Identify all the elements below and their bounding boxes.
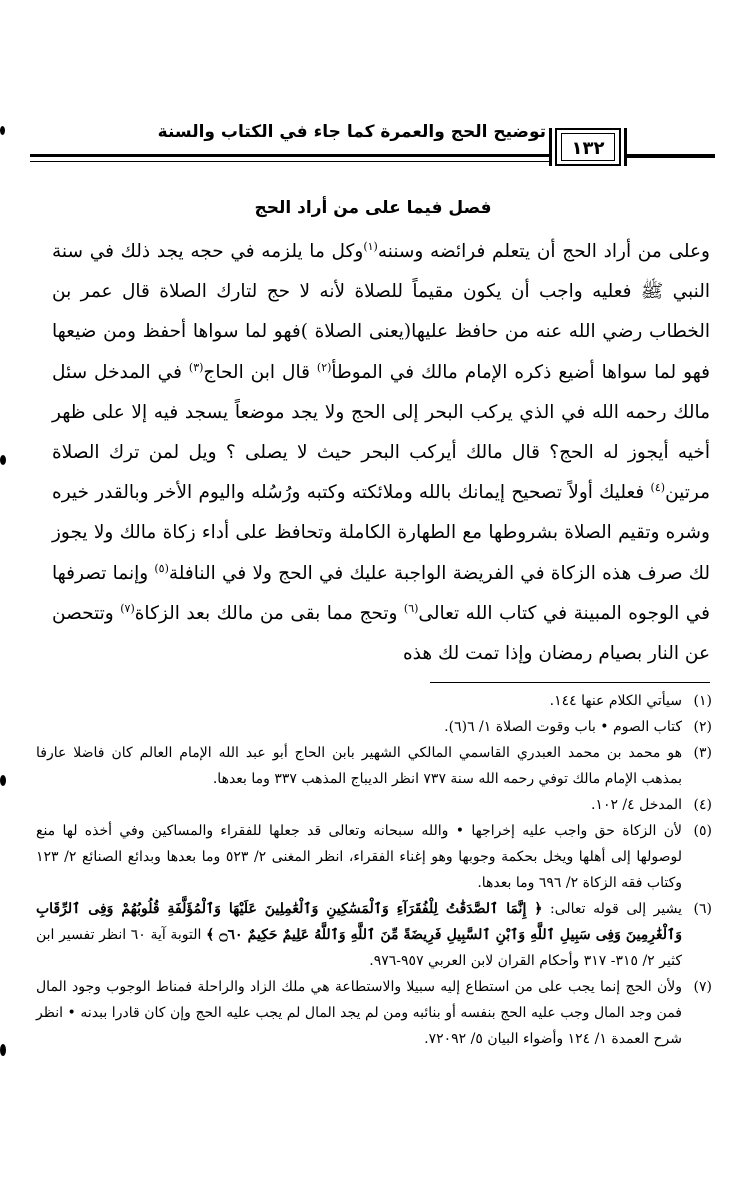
footnote-ref-5[interactable]: (٥) [154,561,169,575]
margin-speck [0,455,6,465]
footnote-ref-3[interactable]: (٣) [188,360,204,374]
page-number: ١٣٢ [561,133,615,161]
footnote-4 [36,792,712,818]
margin-speck [0,1044,6,1056]
header-rule-left-thin [30,161,550,162]
section-heading: فصل فيما على من أراد الحج [254,198,492,218]
body-segment-5: وإنما تصرفها في الوجوه المبينة في كتاب الله تعالى [52,562,710,624]
footnote-text: ولأن الحج إنما يجب على من استطاع إليه سبيلا والاستطاعة هي ملك الزاد والراحلة فمناط الوجوب وجود المال فمن وجد المال وجب عليه الحج بنفسه أو بنائبه ومن لم يجد المال لم يجب عليه الحج وإن كان قادرا ببدنه • انظر شرح العمدة ١/ ١٢٤ وأضواء البيان ٥/ ٧٢٠٩٢. [36,979,682,1047]
footnote-ref-7[interactable]: (٧) [120,601,135,615]
footnote-text: سيأتي الكلام عنها ١٤٤. [549,693,682,709]
frame-bar-left [549,128,552,166]
quran-verse: ﴿ إِنَّمَا ٱلصَّدَقَٰتُ لِلْفُقَرَآءِ وَٱلْمَسَٰكِينِ وَٱلْعَٰمِلِينَ عَلَيْهَا وَٱلْمُؤَلَّفَةِ قُلُوبُهُمْ وَفِى ٱلرِّقَابِ وَٱلْغَٰرِمِينَ وَفِى سَبِيلِ ٱللَّهِ وَٱبْنِ ٱلسَّبِيلِ فَرِيضَةً مِّنَ ٱللَّهِ وَٱللَّهُ عَلِيمٌ حَكِيمٌ ۝٦٠ ﴾ [36,901,682,943]
page-number-frame [555,128,621,166]
frame-bar-right [624,128,627,166]
footnote-number: (٧) [693,979,712,995]
footnote-number: (٥) [693,823,712,839]
body-segment-1b: وكل ما يلزمه في حجه يجد ذلك في سنة النبي ﷺ فعليه واجب أن يكون مقيماً للصلاة لأنه لا حج لتارك الصلاة قال عمر بن الخطاب رضي الله عنه من حافظ عليها(يعنى الصلاة )فهو لما سواها أحفظ ومن ضيعها فهو لما سواها أضيع ذكره الإمام مالك في الموطأ [52,241,710,383]
footnote-text: التوبة آية ٦٠ انظر تفسير ابن كثير ٢/ ٣١٥- ٣١٧ وأحكام القران لابن العربي ٩٥٧-٩٧٦. [36,927,682,969]
footnote-number: (٤) [693,797,712,813]
footnote-number: (٣) [693,745,712,761]
footnote-number: (٦) [693,901,712,917]
footnote-ref-6[interactable]: (٦) [403,601,419,615]
footnote-number: (١) [693,693,712,709]
body-segment-1: وعلى من أراد الحج أن يتعلم فرائضه وسننه [377,241,710,262]
body-segment-4: فعليك أولاً تصحيح إيمانك بالله وملائكته وكتبه ورُسُله واليوم الأخر وبالقدر خيره وشره وتقيم الصلاة بشروطها مع الطهارة الكاملة وتحافظ على أداء زكاة مالك ولا يجوز لك صرف هذه الزكاة في الفريضة الواجبة عليك في الحج ولا في النافلة [52,482,710,584]
body-paragraph [52,232,710,674]
footnote-2 [36,714,712,740]
header-rule-left [30,154,550,157]
footnote-ref-1[interactable]: (١) [363,239,378,253]
margin-speck [0,126,5,135]
header-rule-right [625,154,715,158]
footnote-text: كتاب الصوم • باب وقوت الصلاة ١/ ٦(٦). [444,719,682,735]
body-segment-3: في المدخل سئل مالك رحمه الله في الذي يركب البحر إلى الحج ولا يجد موضعاً يسجد فيه إلا على ظهر أخيه أيجوز له الحج؟ قال مالك أيركب البحر حيث لا يصلى ؟ ويل لمن ترك الصلاة مرتين [52,361,710,504]
footnote-ref-2[interactable]: (٢) [316,360,332,374]
footnote-ref-4[interactable]: (٤) [650,481,666,495]
footnote-1 [36,688,712,714]
margin-speck [0,775,6,786]
footnote-text: هو محمد بن محمد العبدري القاسمي المالكي الشهير بابن الحاج أبو عبد الله الإمام العالم كان فاضلا عارفا بمذهب الإمام مالك توفي رحمه الله سنة ٧٣٧ انظر الديباج المذهب ٣٣٧ وما بعدها. [36,745,682,787]
page-header [0,120,746,180]
footnote-3 [36,740,712,792]
footnote-separator [430,682,710,683]
footnote-number: (٢) [693,719,712,735]
running-title: توضيح الحج والعمرة كما جاء في الكتاب والسنة [157,122,546,142]
footnote-5 [36,818,712,896]
footnotes [36,688,712,1052]
footnote-prefix: يشير إلى قوله تعالى: [550,901,682,917]
footnote-text: المدخل ٤/ ١٠٢. [590,797,682,813]
footnote-text: لأن الزكاة حق واجب عليه إخراجها • والله سبحانه وتعالى قد جعلها للفقراء والمساكين وفي أخذه لها منع لوصولها إلى أهلها ويخل بحكمة وجوبها وهو إغناء الفقراء، انظر المغنى ٢/ ٥٢٣ وما بعدها وبدائع الصنائع ٢/ ١٢٣ وكتاب فقه الزكاة ٢/ ٦٩٦ وما بعدها. [36,823,682,891]
body-segment-2: قال ابن الحاج [203,361,317,383]
footnote-6 [36,896,712,974]
body-segment-7: وتتحصن عن النار بصيام رمضان وإذا تمت لك هذه [52,602,710,665]
body-segment-6: وتحج مما بقى من مالك بعد الزكاة [134,602,404,624]
footnote-7 [36,974,712,1052]
